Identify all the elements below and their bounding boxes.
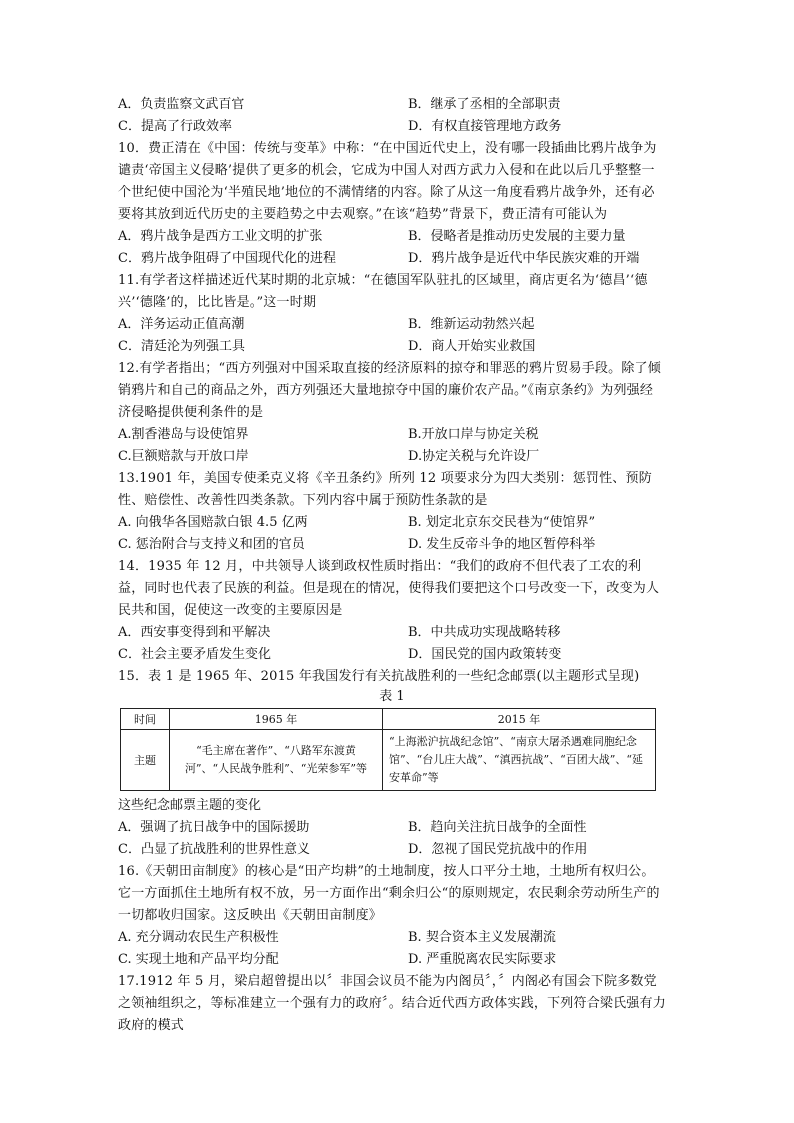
q12-option-c[interactable]: C.巨额赔款与开放口岸	[118, 449, 249, 464]
q15-option-a[interactable]: A．强调了抗日战争中的国际援助	[118, 820, 310, 835]
q17-stem: 17.1912 年 5 月，梁启超曾提出以〞非国会议员不能为内阁员〞，〞内阁必有国会下院多数党之领袖组织之，等标准建立一个强有力的政府〞。结合近代西方政体实践，下列符合梁氏强有力政府的模式	[118, 974, 666, 1033]
q12-option-b[interactable]: B.开放口岸与协定关税	[408, 427, 539, 442]
q11-option-c[interactable]: C．清廷沦为列强工具	[118, 339, 245, 354]
q13-stem: 13.1901 年，美国专使柔克义将《辛丑条约》所列 12 项要求分为四大类别：惩罚性、预防性、赔偿性、改善性四类条款。下列内容中属于预防性条款的是	[118, 471, 652, 508]
q15-options-row-1	[118, 817, 666, 839]
table-header-time: 时间	[121, 709, 170, 730]
q9-option-b[interactable]: B．继承了丞相的全部职责	[408, 97, 561, 112]
q15-option-b[interactable]: B．趋向关注抗日战争的全面性	[408, 820, 587, 835]
q13-option-a[interactable]: A. 向俄华各国赔款白银 4.5 亿两	[118, 515, 308, 530]
table-header-2015: 2015 年	[383, 709, 656, 730]
q13-options-row-2	[118, 534, 666, 556]
q11-option-d[interactable]: D．商人开始实业救国	[408, 339, 536, 354]
q13-option-d[interactable]: D. 发生反帝斗争的地区暂停科举	[408, 537, 596, 552]
q11-option-b[interactable]: B．维新运动勃然兴起	[408, 317, 535, 332]
q16-option-b[interactable]: B. 契合资本主义发展潮流	[408, 930, 556, 945]
q13-option-c[interactable]: C. 惩治附合与支持义和团的官员	[118, 537, 305, 552]
q12-option-d[interactable]: D.协定关税与允许设厂	[408, 449, 540, 464]
q12-stem: 12.有学者指出；“西方列强对中国采取直接的经济原料的掠夺和罪恶的鸦片贸易手段。除了倾销鸦片和自己的商品之外，西方列强还大量地掠夺中国的廉价农产品。”《南京条约》为列强经济侵略提供便利条件的是	[118, 361, 661, 420]
q13-option-b[interactable]: B. 划定北京东交民巷为“使馆界”	[408, 515, 596, 530]
q14-options-row-1	[118, 622, 666, 644]
q16-options-row-2	[118, 949, 666, 971]
q10-option-a[interactable]: A．鸦片战争是西方工业文明的扩张	[118, 229, 323, 244]
q11-stem: 11.有学者这样描述近代某时期的北京城：“在德国军队驻扎的区域里，商店更名为‘德昌’‘德兴’‘德隆’的，比比皆是。”这一时期	[118, 273, 648, 310]
q10-option-d[interactable]: D．鸦片战争是近代中华民族灾难的开端	[408, 251, 640, 266]
q12-option-a[interactable]: A.割香港岛与设使馆界	[118, 427, 249, 442]
q16-options-row-1	[118, 927, 666, 949]
q13-options-row-1	[118, 512, 666, 534]
q14-option-b[interactable]: B．中共成功实现战略转移	[408, 625, 561, 640]
table-row	[121, 730, 656, 791]
table-header-1965: 1965 年	[170, 709, 383, 730]
q9-option-a[interactable]: A．负责监察文武百官	[118, 97, 245, 112]
q9-options-row-1	[118, 94, 666, 116]
table-cell-2015: “上海淞沪抗战纪念馆”、“南京大屠杀遇难同胞纪念馆”、“台儿庄大战”、“滇西抗战”、“百团大战”、“延安革命”等	[383, 730, 656, 791]
q15-option-d[interactable]: D．忽视了国民党抗战中的作用	[408, 842, 588, 857]
table-row-label: 主题	[121, 730, 170, 791]
stamp-theme-table	[120, 708, 656, 791]
q9-options-row-2	[118, 116, 666, 138]
q15-question-tail: 这些纪念邮票主题的变化	[118, 798, 262, 813]
q16-stem: 16.《天朝田亩制度》的核心是“田产均耕”的土地制度，按人口平分土地，土地所有权归公。它一方面抓住土地所有权不放，另一方面作出“剩余归公“的原则规定，农民剩余劳动所生产的一切都收归国家。这反映出《天朝田亩制度》	[118, 864, 660, 923]
q10-option-c[interactable]: C．鸦片战争阻碍了中国现代化的进程	[118, 251, 336, 266]
q11-options-row-1	[118, 314, 666, 336]
q10-option-b[interactable]: B．侵略者是推动历史发展的主要力量	[408, 229, 626, 244]
q16-option-c[interactable]: C. 实现土地和产品平均分配	[118, 952, 279, 967]
q9-option-c[interactable]: C．提高了行政效率	[118, 119, 232, 134]
q14-option-a[interactable]: A．西安事变得到和平解决	[118, 625, 271, 640]
q16-option-d[interactable]: D. 严重脱离农民实际要求	[408, 952, 557, 967]
q12-options-row-1	[118, 424, 666, 446]
q15-options-row-2	[118, 839, 666, 861]
exam-page	[118, 94, 666, 1037]
q16-option-a[interactable]: A. 充分调动农民生产积极性	[118, 930, 279, 945]
q15-stem: 15．表 1 是 1965 年、2015 年我国发行有关抗战胜利的一些纪念邮票(以主题形式呈现)	[118, 669, 640, 684]
q10-options-row-1	[118, 226, 666, 248]
q14-options-row-2	[118, 644, 666, 666]
q14-option-d[interactable]: D．国民党的国内政策转变	[408, 647, 562, 662]
q14-option-c[interactable]: C．社会主要矛盾发生变化	[118, 647, 271, 662]
q10-stem: 10．费正清在《中国：传统与变革》中称：“在中国近代史上，没有哪一段插曲比鸦片战争为谴责‘帝国主义侵略’提供了更多的机会，它成为中国人对西方武力入侵和在此以后几乎整整一个世纪使中国沦为‘半殖民地’地位的不满情绪的内容。除了从这一角度看鸦片战争外，还有必要将其放到近代历史的主要趋势之中去观察。”在该“趋势”背景下，费正清有可能认为	[118, 141, 657, 222]
table-1-caption: 表 1	[379, 689, 405, 704]
table-cell-1965: “毛主席在著作”、“八路军东渡黄河”、“人民战争胜利”、“光荣参军”等	[170, 730, 383, 791]
q14-stem: 14．1935 年 12 月，中共领导人谈到政权性质时指出：“我们的政府不但代表了工农的利益，同时也代表了民族的利益。但是现在的情况，使得我们要把这个口号改变一下，改变为人民共和国，促使这一改变的主要原因是	[118, 559, 660, 618]
q10-options-row-2	[118, 248, 666, 270]
q9-option-d[interactable]: D．有权直接管理地方政务	[408, 119, 562, 134]
q15-option-c[interactable]: C．凸显了抗战胜利的世界性意义	[118, 842, 310, 857]
q11-option-a[interactable]: A．洋务运动正值高潮	[118, 317, 245, 332]
q11-options-row-2	[118, 336, 666, 358]
q12-options-row-2	[118, 446, 666, 468]
table-header-row	[121, 709, 656, 730]
